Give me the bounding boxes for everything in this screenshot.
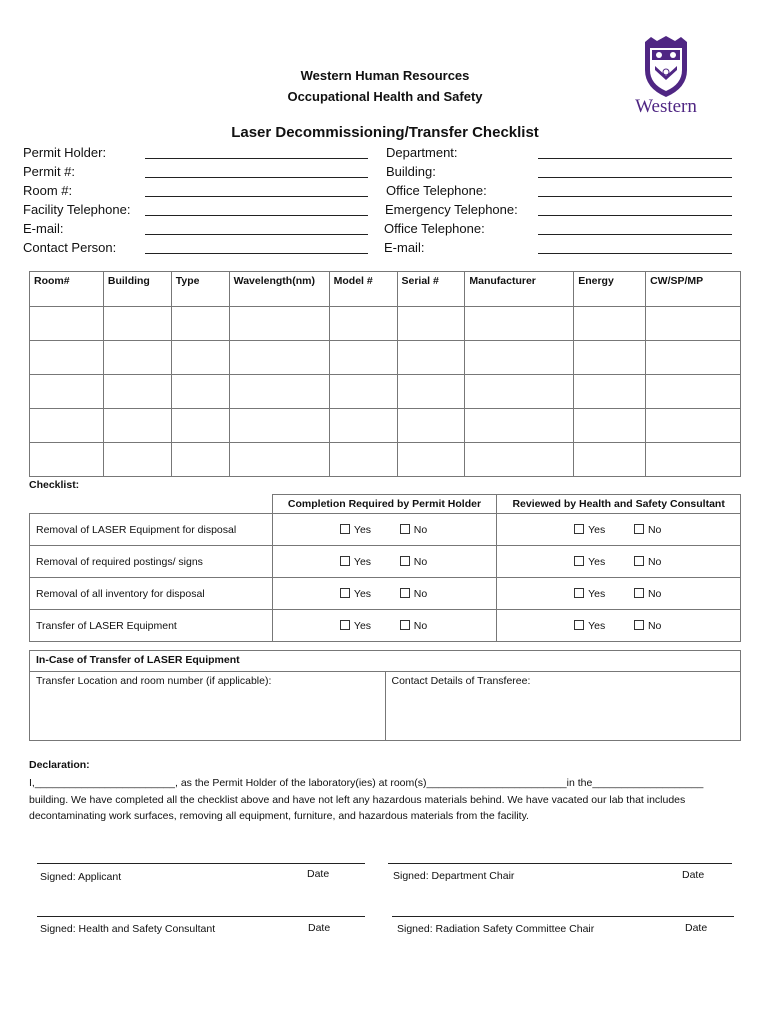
checklist-table [29, 494, 741, 642]
checkbox-icon [574, 588, 584, 598]
yes-checkbox[interactable]: Yes [561, 556, 619, 568]
no-checkbox[interactable]: No [384, 588, 442, 600]
table-row [30, 307, 741, 341]
table-cell[interactable] [103, 307, 171, 341]
table-cell[interactable] [574, 443, 646, 477]
checkbox-icon [400, 556, 410, 566]
checklist-col-permit-holder: Completion Required by Permit Holder [272, 495, 497, 514]
permit-holder-field[interactable] [145, 158, 368, 159]
checkbox-icon [400, 620, 410, 630]
field-label-contact-person: Contact Person: [23, 240, 117, 255]
building-field[interactable] [538, 177, 732, 178]
table-cell[interactable] [646, 409, 741, 443]
table-cell[interactable] [329, 341, 397, 375]
field-label-emergency-telephone: Emergency Telephone: [385, 202, 518, 217]
col-wavelength: Wavelength(nm) [229, 272, 329, 307]
field-label-facility-telephone: Facility Telephone: [23, 202, 131, 217]
checkbox-icon [340, 524, 350, 534]
declaration-line-3: decontaminating work surfaces, removing all equipment, furniture, and hazardous materials from the facility. [29, 810, 529, 822]
table-cell[interactable] [229, 443, 329, 477]
table-row [30, 341, 741, 375]
checklist-row [30, 546, 741, 578]
yes-checkbox[interactable]: Yes [326, 556, 384, 568]
table-cell[interactable] [229, 375, 329, 409]
yes-checkbox[interactable]: Yes [561, 524, 619, 536]
table-cell[interactable] [397, 443, 465, 477]
checklist-item: Removal of all inventory for disposal [30, 578, 273, 610]
transfer-location-field[interactable] [30, 672, 386, 741]
declaration-label: Declaration: [29, 759, 90, 771]
consultant-signature-line[interactable] [37, 916, 365, 917]
table-cell[interactable] [30, 307, 104, 341]
transferee-contact-label: Contact Details of Transferee: [391, 675, 531, 687]
facility-telephone-field[interactable] [145, 215, 368, 216]
table-cell[interactable] [465, 443, 574, 477]
table-cell[interactable] [171, 443, 229, 477]
radiation-chair-signature-line[interactable] [392, 916, 734, 917]
department-field[interactable] [538, 158, 732, 159]
table-cell[interactable] [171, 375, 229, 409]
table-cell[interactable] [397, 375, 465, 409]
department-chair-signature-line[interactable] [388, 863, 732, 864]
signed-radiation-chair-label: Signed: Radiation Safety Committee Chair [397, 923, 595, 935]
declaration-line-1: I,________________________, as the Permit Holder of the laboratory(ies) at room(s)________________________in the___________________ [29, 777, 704, 789]
room-number-field[interactable] [145, 196, 368, 197]
no-checkbox[interactable]: No [619, 524, 677, 536]
transfer-location-label: Transfer Location and room number (if applicable): [36, 675, 272, 687]
table-cell[interactable] [30, 341, 104, 375]
date-label-chair: Date [682, 869, 705, 881]
table-cell[interactable] [229, 409, 329, 443]
transfer-table [29, 650, 741, 741]
table-cell[interactable] [646, 307, 741, 341]
table-cell[interactable] [103, 375, 171, 409]
checkbox-icon [634, 588, 644, 598]
yes-checkbox[interactable]: Yes [326, 620, 384, 632]
field-label-office-telephone: Office Telephone: [386, 183, 487, 198]
applicant-signature-line[interactable] [37, 863, 365, 864]
field-label-room-number: Room #: [23, 183, 73, 198]
col-room: Room# [30, 272, 104, 307]
no-checkbox[interactable]: No [619, 556, 677, 568]
checkbox-icon [340, 588, 350, 598]
checklist-row [30, 514, 741, 546]
checklist-row [30, 578, 741, 610]
checkbox-icon [574, 620, 584, 630]
no-checkbox[interactable]: No [384, 524, 442, 536]
equipment-header-row [30, 272, 741, 307]
checkbox-icon [634, 556, 644, 566]
table-cell[interactable] [329, 307, 397, 341]
email-field[interactable] [145, 234, 368, 235]
field-label-permit-number: Permit #: [23, 164, 76, 179]
transferee-contact-field[interactable] [385, 672, 741, 741]
checklist-row [30, 610, 741, 642]
no-checkbox[interactable]: No [384, 620, 442, 632]
table-cell[interactable] [103, 409, 171, 443]
header-line-1: Western Human Resources [300, 68, 470, 83]
checkbox-icon [400, 588, 410, 598]
table-cell[interactable] [30, 443, 104, 477]
email-field-2[interactable] [538, 253, 732, 254]
checkbox-icon [574, 556, 584, 566]
table-row [30, 409, 741, 443]
emergency-telephone-field[interactable] [538, 215, 732, 216]
field-label-email: E-mail: [23, 221, 64, 236]
table-cell[interactable] [397, 409, 465, 443]
table-cell[interactable] [397, 307, 465, 341]
checklist-header-row [30, 495, 741, 514]
checklist-item: Removal of required postings/ signs [30, 546, 273, 578]
table-cell[interactable] [574, 341, 646, 375]
table-cell[interactable] [329, 409, 397, 443]
table-cell[interactable] [646, 375, 741, 409]
yes-checkbox[interactable]: Yes [326, 588, 384, 600]
col-model: Model # [329, 272, 397, 307]
no-checkbox[interactable]: No [384, 556, 442, 568]
table-cell[interactable] [574, 375, 646, 409]
field-label-permit-holder: Permit Holder: [23, 145, 107, 160]
contact-person-field[interactable] [145, 253, 368, 254]
checkbox-icon [634, 524, 644, 534]
table-cell[interactable] [465, 375, 574, 409]
checklist-label: Checklist: [29, 479, 80, 491]
field-label-email-2: E-mail: [384, 240, 425, 255]
office-telephone-field-2[interactable] [538, 234, 732, 235]
equipment-table [29, 271, 741, 477]
table-cell[interactable] [30, 409, 104, 443]
table-cell[interactable] [30, 375, 104, 409]
table-cell[interactable] [465, 307, 574, 341]
checklist-col-consultant: Reviewed by Health and Safety Consultant [497, 495, 741, 514]
table-cell[interactable] [574, 307, 646, 341]
yes-checkbox[interactable]: Yes [326, 524, 384, 536]
table-row [30, 375, 741, 409]
date-label-radiation: Date [685, 922, 708, 934]
table-cell[interactable] [397, 341, 465, 375]
western-wordmark: Western [635, 96, 697, 117]
col-building: Building [103, 272, 171, 307]
checkbox-icon [400, 524, 410, 534]
checklist-item: Removal of LASER Equipment for disposal [30, 514, 273, 546]
table-cell[interactable] [329, 375, 397, 409]
checkbox-icon [340, 556, 350, 566]
col-cw-sp-mp: CW/SP/MP [646, 272, 741, 307]
table-cell[interactable] [103, 443, 171, 477]
field-label-building: Building: [386, 164, 436, 179]
table-row [30, 443, 741, 477]
table-cell[interactable] [646, 443, 741, 477]
table-cell[interactable] [171, 307, 229, 341]
yes-checkbox[interactable]: Yes [561, 588, 619, 600]
col-manufacturer: Manufacturer [465, 272, 574, 307]
table-cell[interactable] [229, 307, 329, 341]
table-cell[interactable] [574, 409, 646, 443]
field-label-office-telephone-2: Office Telephone: [384, 221, 485, 236]
no-checkbox[interactable]: No [619, 588, 677, 600]
date-label-consultant: Date [308, 922, 331, 934]
signed-applicant-label: Signed: Applicant [40, 871, 122, 883]
no-checkbox[interactable]: No [619, 620, 677, 632]
header-line-2: Occupational Health and Safety [287, 89, 483, 104]
checkbox-icon [574, 524, 584, 534]
table-cell[interactable] [229, 341, 329, 375]
office-telephone-field[interactable] [538, 196, 732, 197]
checkbox-icon [340, 620, 350, 630]
declaration-line-2: building. We have completed all the checklist above and have not left any hazardous materials behind. We have vacated our lab that includes [29, 794, 686, 806]
page-title: Laser Decommissioning/Transfer Checklist [231, 124, 539, 141]
col-energy: Energy [574, 272, 646, 307]
field-label-department: Department: [386, 145, 458, 160]
yes-checkbox[interactable]: Yes [561, 620, 619, 632]
permit-number-field[interactable] [145, 177, 368, 178]
table-cell[interactable] [171, 409, 229, 443]
table-cell[interactable] [329, 443, 397, 477]
date-label-applicant: Date [307, 868, 330, 880]
table-cell[interactable] [646, 341, 741, 375]
table-cell[interactable] [171, 341, 229, 375]
col-serial: Serial # [397, 272, 465, 307]
table-cell[interactable] [103, 341, 171, 375]
signed-consultant-label: Signed: Health and Safety Consultant [40, 923, 216, 935]
checkbox-icon [634, 620, 644, 630]
col-type: Type [171, 272, 229, 307]
checklist-item: Transfer of LASER Equipment [30, 610, 273, 642]
signed-department-chair-label: Signed: Department Chair [393, 870, 515, 882]
transfer-heading: In-Case of Transfer of LASER Equipment [30, 651, 741, 672]
table-cell[interactable] [465, 341, 574, 375]
table-cell[interactable] [465, 409, 574, 443]
